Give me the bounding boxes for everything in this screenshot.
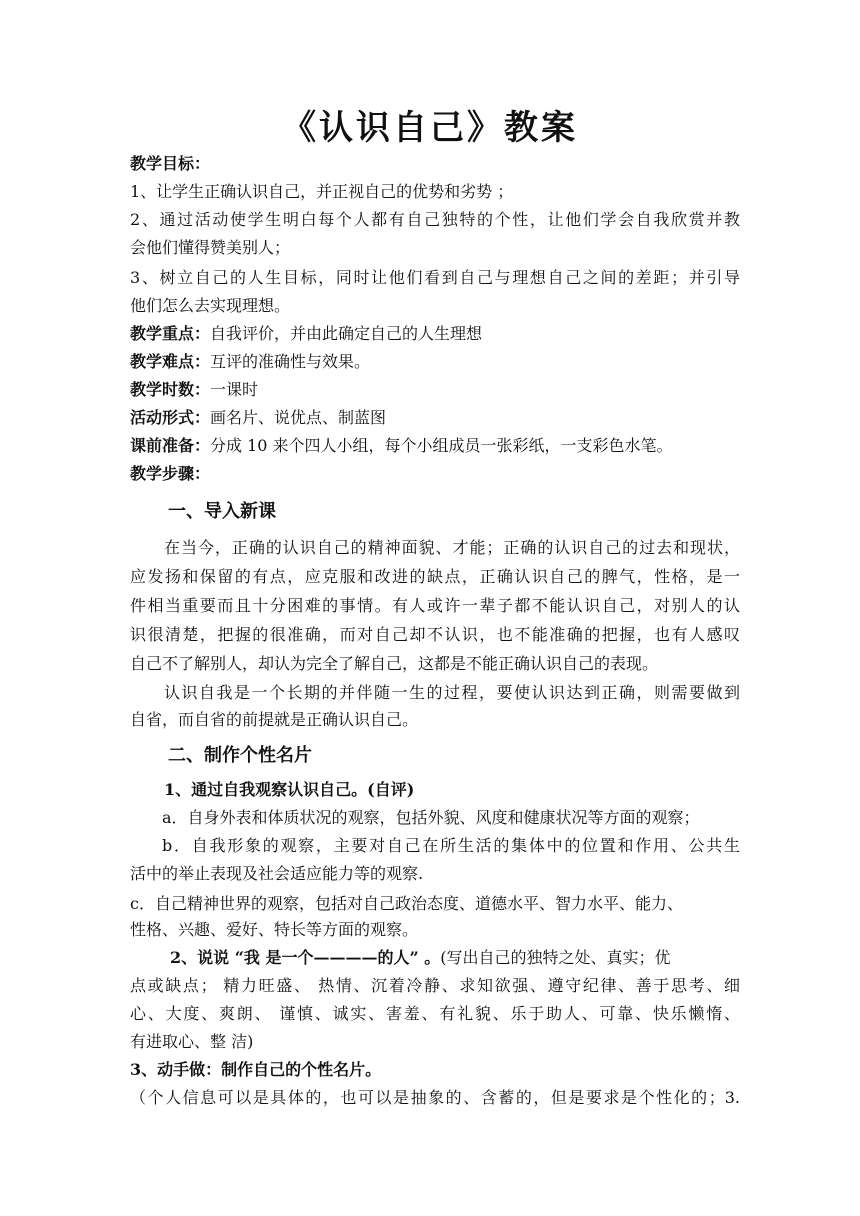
- steps-heading: 教学步骤：: [130, 464, 211, 483]
- goal-1: 1、让学生正确认识自己，并正视自己的优势和劣势 ；: [130, 182, 514, 201]
- goal-3-line-2: 他们怎么去实现理想。: [130, 296, 291, 315]
- difficulty-label: 教学难点：: [130, 352, 211, 371]
- para-1-line-3: 件相当重要而且十分困难的事情。有人或许一辈子都不能认识自己，对别人的认: [130, 596, 740, 615]
- step-2-a: a．自身外表和体质状况的观察，包括外貌、风度和健康状况等方面的观察；: [162, 808, 700, 827]
- goal-2-line-1: 2、通过活动使学生明白每个人都有自己独特的个性，让他们学会自我欣赏并教: [130, 210, 740, 229]
- step-2-c-line-1: c．自己精神世界的观察，包括对自己政治态度、道德水平、智力水平、能力、: [130, 894, 683, 913]
- form-text: 画名片、说优点、制蓝图: [210, 408, 387, 427]
- key-point-text: 自我评价，并由此确定自己的人生理想: [210, 324, 483, 343]
- hours-row: [130, 376, 740, 404]
- goal-2-line-2: 会他们懂得赞美别人；: [130, 238, 291, 257]
- hours-label: 教学时数：: [130, 380, 211, 399]
- para-1-line-4: 识很清楚，把握的很准确，而对自己却不认识，也不能准确的把握，也有人感叹: [130, 625, 740, 644]
- prep-label: 课前准备：: [130, 436, 211, 455]
- key-point-row: [130, 320, 740, 348]
- difficulty-text: 互评的准确性与效果。: [210, 352, 371, 371]
- para-1-line-2: 应发扬和保留的有点，应克服和改进的缺点，正确认识自己的脾气，性格，是一: [130, 567, 740, 586]
- para-1-line-1: 在当今，正确的认识自己的精神面貌、才能；正确的认识自己的过去和现状，: [164, 538, 740, 557]
- document-title: 《认识自己》教案: [282, 108, 578, 148]
- form-label: 活动形式：: [130, 408, 211, 427]
- step-2-2-line-1: [170, 944, 740, 972]
- difficulty-row: [130, 348, 740, 376]
- prep-text: 分成 10 来个四人小组，每个小组成员一张彩纸，一支彩色水笔。: [210, 436, 673, 455]
- step-2-2-line-4: 有进取心、整 洁): [130, 1032, 254, 1051]
- goal-3-line-1: 3、树立自己的人生目标，同时让他们看到自己与理想自己之间的差距；并引导: [130, 268, 740, 287]
- section-2-heading: 二、制作个性名片: [168, 745, 312, 766]
- hours-text: 一课时: [210, 380, 259, 399]
- para-2-line-1: 认识自我是一个长期的并伴随一生的过程，要使认识达到正确，则需要做到: [164, 683, 740, 702]
- step-2-3: 3、动手做：制作自己的个性名片。: [130, 1060, 382, 1079]
- step-2-1: 1、通过自我观察认识自己。(自评): [164, 780, 415, 799]
- step-2-2-note: (写出自己的独特之处、真实；优: [440, 948, 671, 967]
- para-2-line-2: 自省，而自省的前提就是正确认识自己。: [130, 710, 419, 729]
- step-2-b-line-1: b．自我形象的观察，主要对自己在所生活的集体中的位置和作用、公共生: [162, 836, 740, 855]
- form-row: [130, 404, 740, 432]
- section-1-heading: 一、导入新课: [168, 501, 276, 522]
- step-2-2-line-2: 点或缺点； 精力旺盛、 热情、沉着冷静、求知欲强、遵守纪律、善于思考、细: [130, 976, 740, 995]
- goals-heading: 教学目标：: [130, 154, 211, 173]
- step-2-b-line-2: 活中的举止表现及社会适应能力等的观察.: [130, 864, 424, 883]
- key-point-label: 教学重点：: [130, 324, 211, 343]
- step-2-c-line-2: 性格、兴趣、爱好、特长等方面的观察。: [130, 920, 419, 939]
- step-2-2-line-3: 心、大度、爽朗、 谨慎、诚实、害羞、有礼貌、乐于助人、可靠、快乐懒惰、: [130, 1004, 740, 1023]
- para-1-line-5: 自己不了解别人，却认为完全了解自己，这都是不能正确认识自己的表现。: [130, 654, 659, 673]
- step-2-2-prompt: 2、说说 “我 是一个————的人” 。: [170, 948, 441, 967]
- prep-row: [130, 432, 740, 460]
- step-2-3-line-2: （个人信息可以是具体的，也可以是抽象的、含蓄的，但是要求是个性化的；3.: [130, 1088, 740, 1107]
